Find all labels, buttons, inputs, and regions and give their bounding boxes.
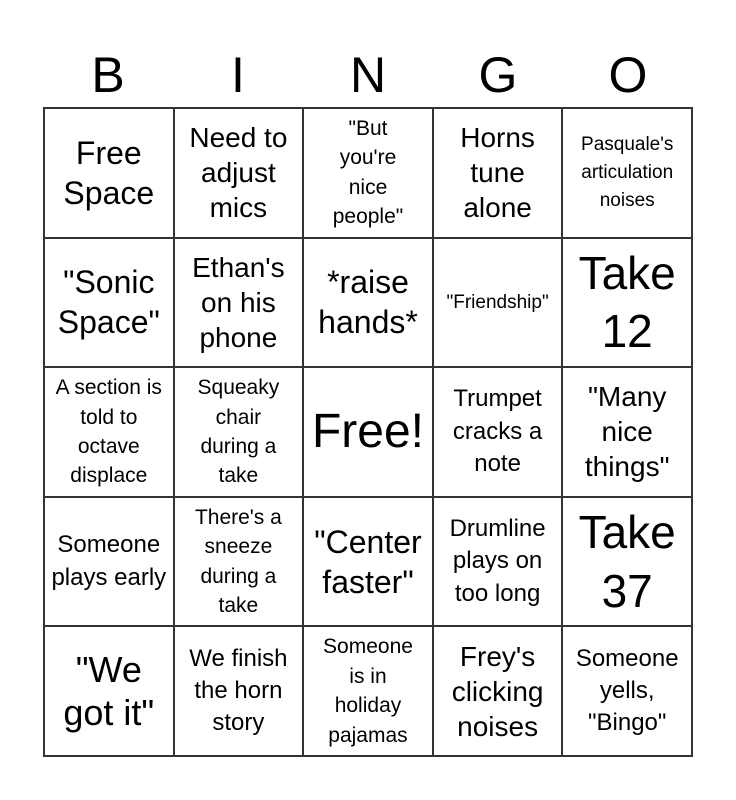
cell-text: Trumpet cracks a note	[452, 385, 543, 478]
bingo-cell[interactable]	[44, 108, 174, 238]
bingo-cell[interactable]	[303, 238, 433, 368]
cell-text: Someone is in holiday pajamas	[323, 635, 413, 747]
bingo-cell[interactable]	[44, 238, 174, 368]
cell-text: "But you're nice people"	[332, 117, 404, 229]
header-letter-n: N	[349, 47, 387, 103]
cell-text: Need to adjust mics	[189, 122, 288, 224]
bingo-cell[interactable]	[562, 367, 692, 497]
bingo-cell[interactable]	[44, 626, 174, 756]
bingo-cell[interactable]	[433, 497, 563, 627]
bingo-cell[interactable]	[44, 367, 174, 497]
header-letter-o: O	[608, 47, 648, 103]
cell-text: Someone yells, "Bingo"	[575, 644, 679, 737]
cell-text: Take 12	[578, 246, 676, 358]
bingo-cell[interactable]	[303, 497, 433, 627]
bingo-cell[interactable]	[433, 238, 563, 368]
cell-text: "Many nice things"	[584, 381, 670, 483]
bingo-cell[interactable]	[433, 367, 563, 497]
bingo-cell[interactable]	[562, 626, 692, 756]
bingo-cell[interactable]	[303, 367, 433, 497]
bingo-cell[interactable]	[174, 367, 304, 497]
cell-text: Frey's clicking noises	[451, 640, 544, 742]
bingo-cell[interactable]	[174, 626, 304, 756]
cell-text: We finish the horn story	[189, 644, 288, 737]
bingo-cell[interactable]	[433, 626, 563, 756]
bingo-cell[interactable]	[174, 108, 304, 238]
bingo-cell[interactable]	[303, 108, 433, 238]
cell-text: Free Space	[63, 134, 155, 211]
bingo-board	[43, 107, 693, 757]
cell-text: Take 37	[578, 506, 676, 617]
bingo-cell[interactable]	[174, 497, 304, 627]
bingo-cell[interactable]	[562, 108, 692, 238]
bingo-cell[interactable]	[44, 497, 174, 627]
bingo-cell[interactable]	[303, 626, 433, 756]
cell-text: "Friendship"	[446, 291, 549, 313]
cell-text: Ethan's on his phone	[192, 251, 285, 353]
cell-text: Horns tune alone	[460, 122, 535, 224]
bingo-cell[interactable]	[562, 238, 692, 368]
cell-text: *raise hands*	[318, 264, 418, 341]
cell-text: Squeaky chair during a take	[197, 376, 280, 488]
cell-text: Someone plays early	[51, 531, 167, 591]
bingo-cell[interactable]	[562, 497, 692, 627]
cell-text: Drumline plays on too long	[449, 515, 546, 607]
cell-text: There's a sneeze during a take	[194, 505, 282, 617]
bingo-cell[interactable]	[174, 238, 304, 368]
cell-text: "Center faster"	[314, 523, 422, 600]
cell-text: Free!	[311, 405, 424, 459]
cell-text: Pasquale's articulation noises	[581, 134, 674, 211]
header-letter-g: G	[478, 47, 518, 103]
cell-text: "Sonic Space"	[57, 264, 160, 341]
cell-text: "We got it"	[63, 649, 155, 734]
bingo-header	[43, 45, 693, 105]
cell-text: A section is told to octave displace	[55, 376, 162, 488]
header-letter-i: I	[231, 47, 245, 103]
bingo-cell[interactable]	[433, 108, 563, 238]
header-letter-b: B	[91, 47, 125, 103]
